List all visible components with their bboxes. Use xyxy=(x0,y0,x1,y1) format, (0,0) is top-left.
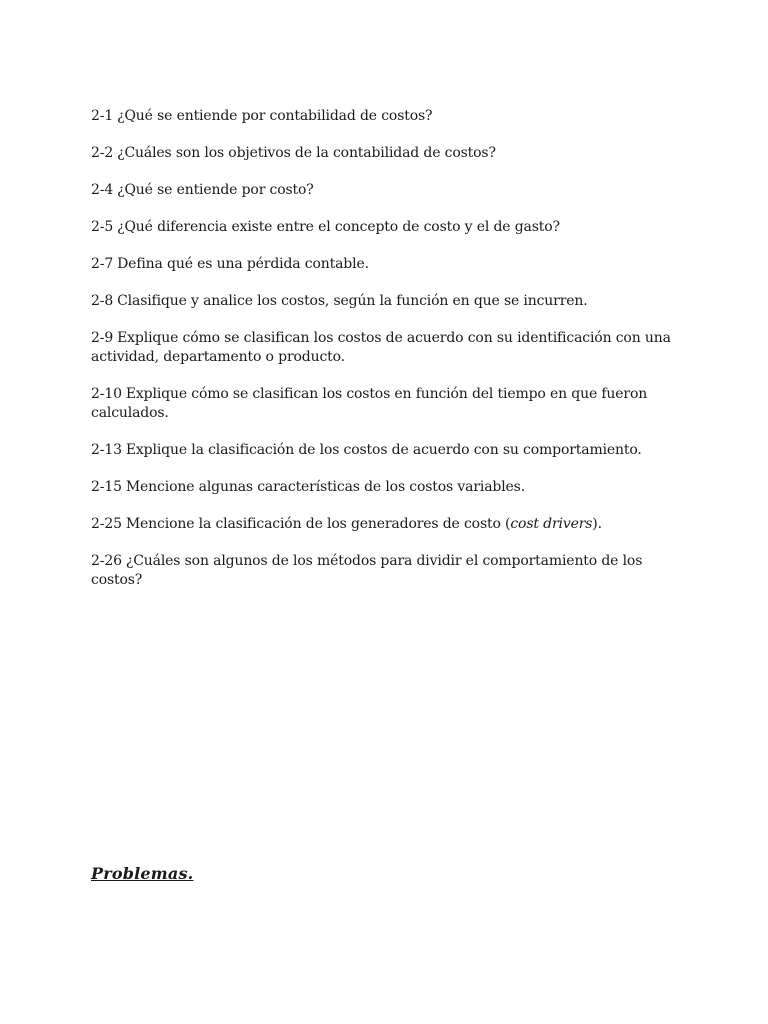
question-number: 2-9 xyxy=(91,330,114,346)
question-number: 2-8 xyxy=(91,293,114,309)
section-title: Problemas. xyxy=(91,864,194,883)
question-number: 2-7 xyxy=(91,256,114,272)
question-item xyxy=(91,218,691,237)
question-number: 2-13 xyxy=(91,442,122,458)
question-text: Clasifique y analice los costos, según la función en que se incurren. xyxy=(117,293,588,309)
question-text: ¿Qué diferencia existe entre el concepto de costo y el de gasto? xyxy=(117,219,560,235)
question-item xyxy=(91,329,691,367)
question-number: 2-10 xyxy=(91,386,122,402)
question-text: Explique la clasificación de los costos de acuerdo con su comportamiento. xyxy=(125,442,642,458)
question-text: ¿Qué se entiende por contabilidad de costos? xyxy=(117,108,433,124)
question-item xyxy=(91,292,691,311)
question-number: 2-25 xyxy=(91,516,122,532)
question-number: 2-2 xyxy=(91,145,114,161)
question-text: Explique cómo se clasifican los costos en función del tiempo en que fueron calculados. xyxy=(91,386,648,421)
question-text: ¿Qué se entiende por costo? xyxy=(117,182,314,198)
question-text: Defina qué es una pérdida contable. xyxy=(117,256,369,272)
question-item xyxy=(91,385,691,423)
question-item xyxy=(91,515,691,534)
question-text: ¿Cuáles son los objetivos de la contabilidad de costos? xyxy=(117,145,496,161)
question-text-italic: cost drivers xyxy=(510,516,593,532)
question-item xyxy=(91,441,691,460)
question-number: 2-15 xyxy=(91,479,122,495)
question-item xyxy=(91,144,691,163)
question-text: Explique cómo se clasifican los costos de acuerdo con su identificación con una actividad, departamento o producto. xyxy=(91,330,671,365)
question-item xyxy=(91,552,691,590)
question-number: 2-5 xyxy=(91,219,114,235)
question-number: 2-1 xyxy=(91,108,114,124)
question-text: Mencione la clasificación de los generadores de costo ( xyxy=(125,516,511,532)
question-text-end: ). xyxy=(592,516,602,532)
question-text: Mencione algunas características de los costos variables. xyxy=(125,479,526,495)
question-item xyxy=(91,255,691,274)
question-number: 2-4 xyxy=(91,182,114,198)
question-list xyxy=(91,107,691,608)
question-item xyxy=(91,107,691,126)
question-number: 2-26 xyxy=(91,553,122,569)
question-item xyxy=(91,478,691,497)
question-item xyxy=(91,181,691,200)
question-text: ¿Cuáles son algunos de los métodos para dividir el comportamiento de los costos? xyxy=(91,553,643,588)
